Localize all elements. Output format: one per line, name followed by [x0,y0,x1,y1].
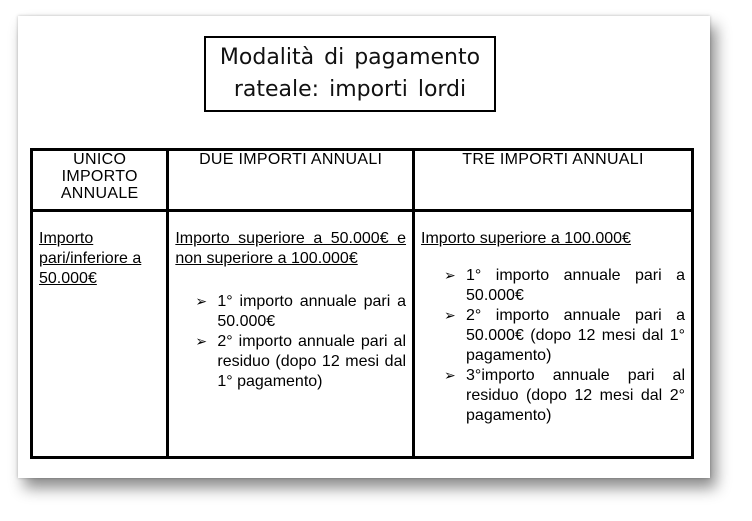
condition-two: Importo superiore a 50.000€ e non superiore a 100.000€ [175,230,407,267]
arrow-bullet-icon: ➢ [444,268,456,284]
arrow-bullet-icon: ➢ [444,308,456,324]
slide [18,16,710,478]
bullets-three [444,266,685,426]
arrow-bullet-icon: ➢ [195,334,208,350]
cell-three-amounts [414,211,693,458]
header-three-amounts: TRE IMPORTI ANNUALI [414,150,693,211]
payment-table [30,148,694,459]
bullets-two [195,292,406,392]
list-item: ➢ 1° importo annuale pari a 50.000€ [444,267,685,304]
title-line-1: Modalità di pagamento [219,45,481,70]
header-row [32,150,693,211]
header-two-amounts: DUE IMPORTI ANNUALI [168,150,414,211]
list-item: ➢ 2° importo annuale pari a 50.000€ (dopo 12 mesi dal 1° pagamento) [444,307,685,364]
list-item: ➢ 1° importo annuale pari a 50.000€ [195,293,407,330]
title-line-2: rateale: importi lordi [233,77,467,102]
arrow-bullet-icon: ➢ [444,368,456,384]
title-box [204,36,496,112]
content-row [32,211,693,458]
cell-two-amounts [168,211,414,458]
list-item: ➢ 3°importo annuale pari al residuo (dopo 12 mesi dal 2° pagamento) [444,367,685,424]
arrow-bullet-icon: ➢ [195,294,208,310]
condition-three: Importo superiore a 100.000€ [421,230,631,247]
list-item: ➢ 2° importo annuale pari al residuo (dopo 12 mesi dal 1° pagamento) [195,333,407,390]
cell-single-amount [32,211,168,458]
header-single-amount: UNICO IMPORTO ANNUALE [32,150,168,211]
condition-single: Importo pari/inferiore a 50.000€ [39,230,142,287]
